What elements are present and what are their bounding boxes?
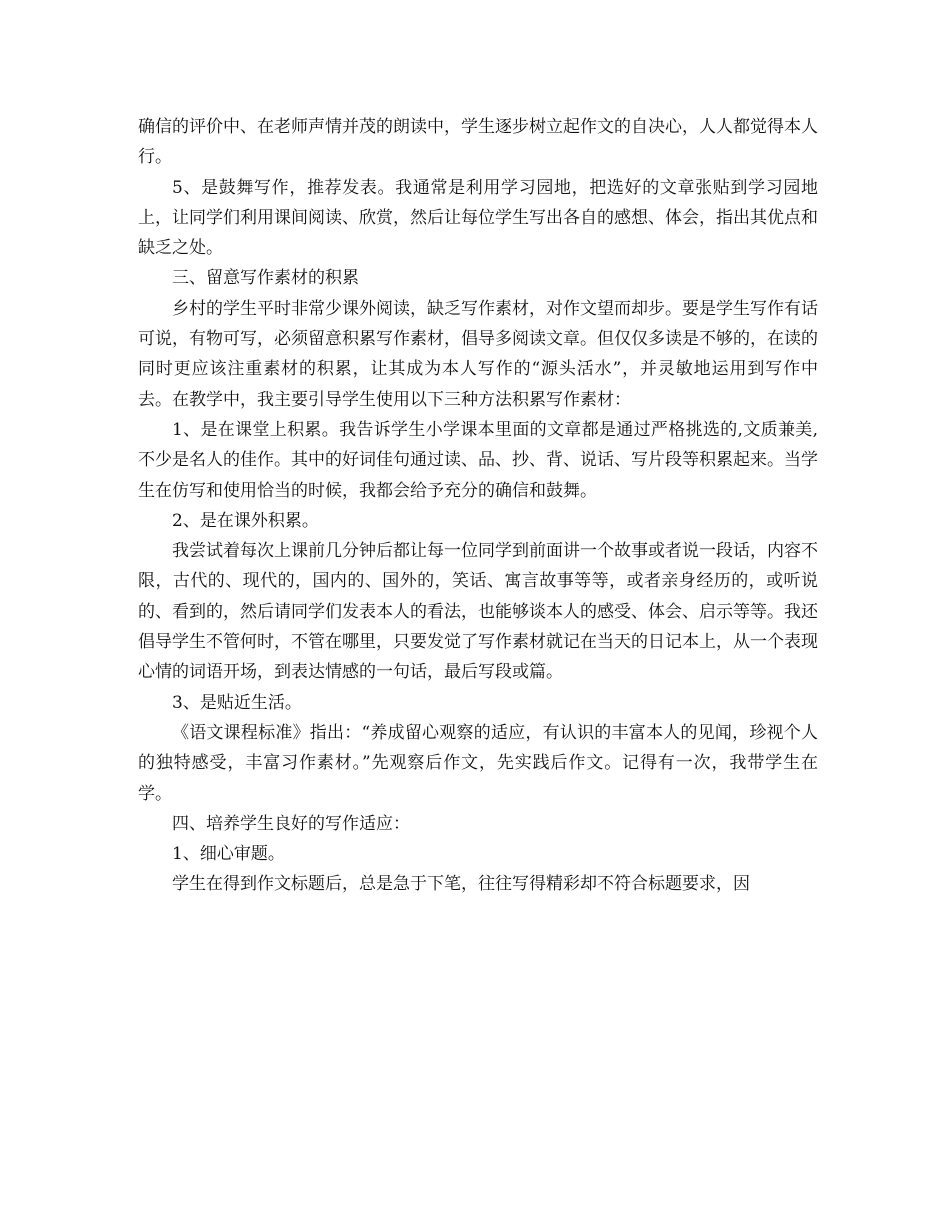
subheading-close-to-life: 3、是贴近生活。 — [172, 692, 302, 713]
section-heading-material-accumulation: 三、留意写作素材的积累 — [172, 268, 359, 289]
paragraph-storytelling: 我尝试着每次上课前几分钟后都让每一位同学到前面讲一个故事或者说一段话，内容不限，古代的、现代的，国内的、国外的，笑话、寓言故事等等，或者亲身经历的，或听说的、看到的，然后请同学们发表本人的看法，也能够谈本人的感受、体会、启示等等。我还倡导学生不管何时，不管在哪里，只要发觉了写作素材就记在当天的日记本上，从一个表现心情的词语开场，到表达情感的一句话，最后写段或篇。 — [138, 541, 818, 683]
paragraph-topic-review: 学生在得到作文标题后，总是急于下笔，往往写得精彩却不符合标题要求，因 — [172, 874, 750, 895]
paragraph-classroom-accumulation: 1、是在课堂上积累。我告诉学生小学课本里面的文章都是通过严格挑选的,文质兼美,不少是名人的佳作。其中的好词佳句通过读、品、抄、背、说话、写片段等积累起来。当学生在仿写和使用恰当的时候，我都会给予充分的确信和鼓舞。 — [138, 419, 818, 501]
paragraph-rural-students: 乡村的学生平时非常少课外阅读，缺乏写作素材，对作文望而却步。要是学生写作有话可说，有物可写，必须留意积累写作素材，倡导多阅读文章。但仅仅多读是不够的，在读的同时更应该注重素材的积累，让其成为本人写作的“源头活水”，并灵敏地运用到写作中去。在教学中，我主要引导学生使用以下三种方法积累写作素材： — [138, 298, 818, 410]
document-page — [138, 112, 818, 900]
subheading-careful-topic-review: 1、细心审题。 — [172, 844, 285, 865]
paragraph-continued: 确信的评价中、在老师声情并茂的朗读中，学生逐步树立起作文的自决心，人人都觉得本人行。 — [138, 117, 818, 168]
paragraph-curriculum-standard: 《语文课程标准》指出：“养成留心观察的适应，有认识的丰富本人的见闻，珍视个人的独特感受，丰富习作素材。”先观察后作文，先实践后作文。记得有一次，我带学生在学。 — [138, 722, 818, 804]
section-heading-writing-habits: 四、培养学生良好的写作适应： — [172, 813, 410, 834]
paragraph-encourage-writing: 5、是鼓舞写作，推荐发表。我通常是利用学习园地，把选好的文章张贴到学习园地上，让同学们利用课间阅读、欣赏，然后让每位学生写出各自的感想、体会，指出其优点和缺乏之处。 — [138, 177, 818, 259]
subheading-extracurricular-accumulation: 2、是在课外积累。 — [172, 510, 319, 531]
